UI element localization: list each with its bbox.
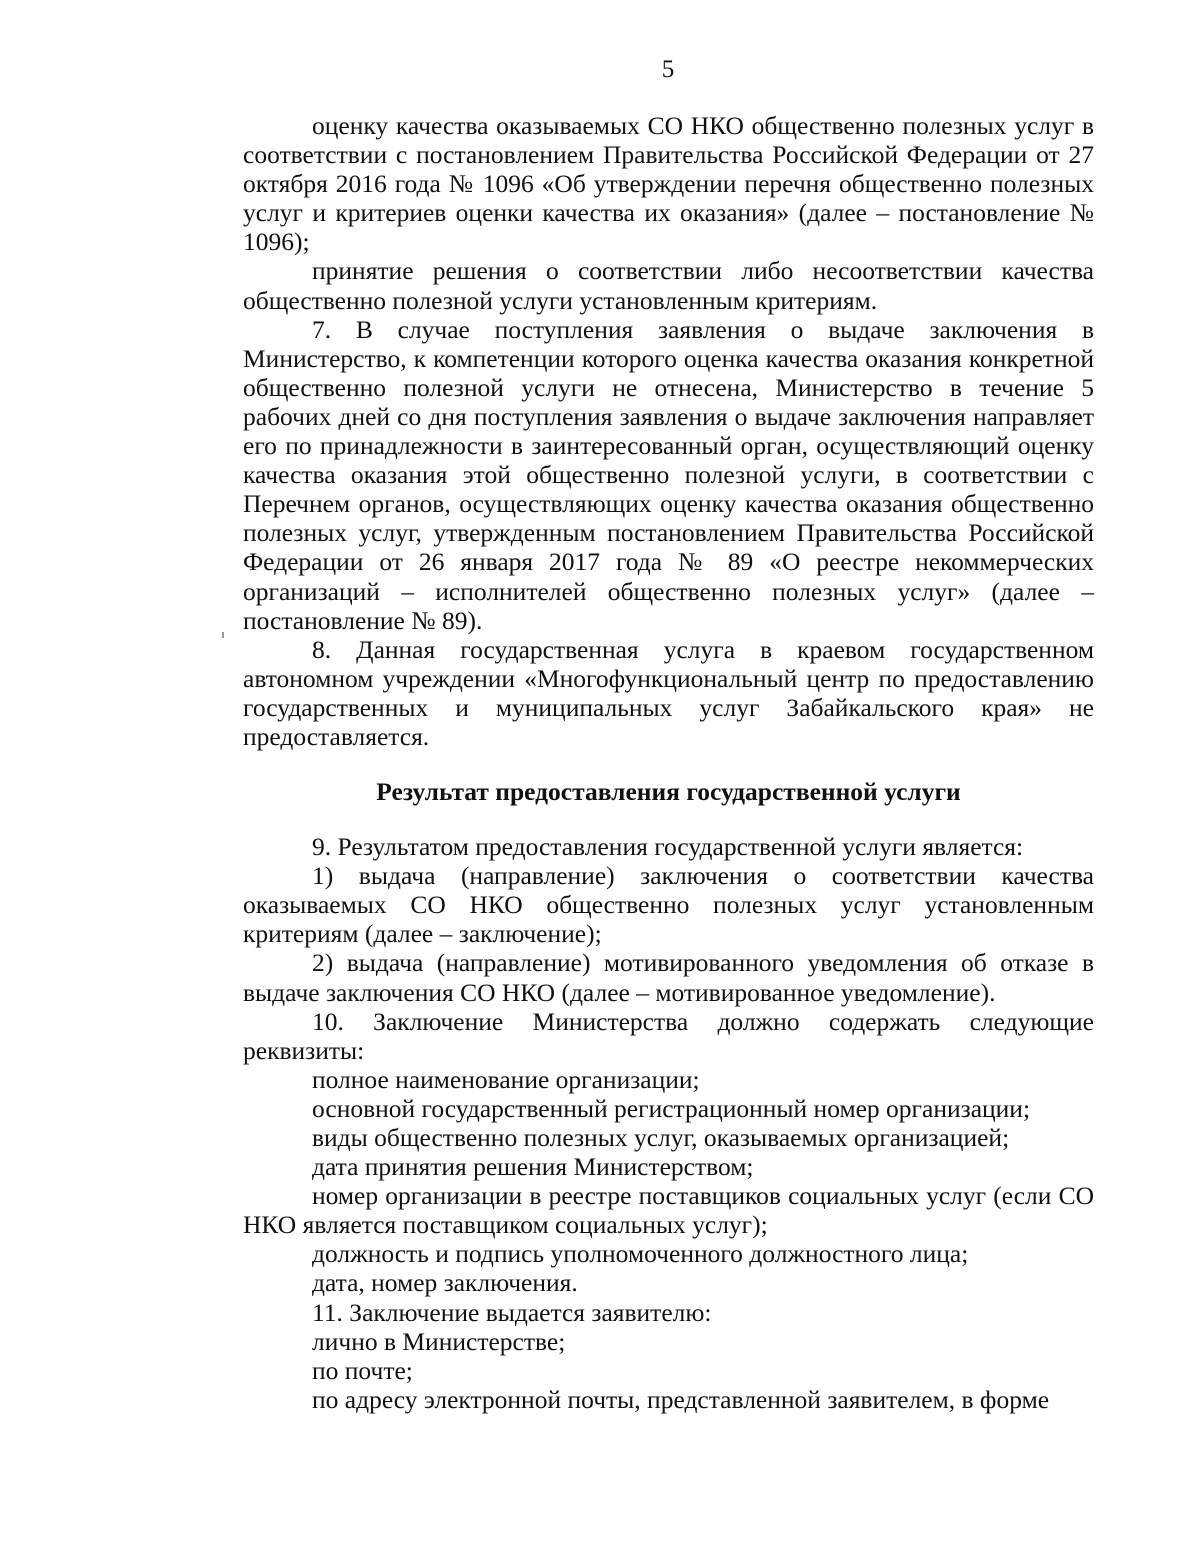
paragraph-item-9-2: 2) выдача (направление) мотивированного уведомления об отказе в выдаче заключения СО НКО (далее – мотивированное уведомление). [243, 948, 1094, 1007]
requisite-date-number: дата, номер заключения. [312, 1268, 578, 1298]
delivery-by-email: по адресу электронной почты, представленной заявителем, в форме [312, 1384, 1050, 1414]
paragraph-item-10: 10. Заключение Министерства должно содержать следующие реквизиты: [243, 1006, 1094, 1065]
paragraph-item-9-1: 1) выдача (направление) заключения о соответствии качества оказываемых СО НКО общественно полезных услуг установленным критериям (далее – заключение); [243, 861, 1094, 949]
delivery-in-person: лично в Министерстве; [312, 1326, 566, 1356]
paragraph-decision: принятие решения о соответствии либо несоответствии качества общественно полезной услуги установленным критериям. [243, 256, 1094, 315]
paragraph-item-8: 8. Данная государственная услуга в краевом государственном автономном учреждении «Многофункциональный центр по предоставлению государственных и муниципальных услуг Забайкальского края» не предоставляется. [243, 634, 1094, 751]
paragraph-item-11: 11. Заключение выдается заявителю: [312, 1297, 712, 1327]
document-body [243, 111, 1094, 1414]
paragraph-item-7: 7. В случае поступления заявления о выдаче заключения в Министерство, к компетенции которого оценка качества оказания конкретной общественно полезной услуги не отнесена, Министерство в течение 5 рабочих дней со дня поступления заявления о выдаче заключения направляет его по принадлежности в заинтересованный орган, осуществляющий оценку качества оказания этой общественно полезной услуги, в соответствии с Перечнем органов, осуществляющих оценку качества оказания общественно полезных услуг, утвержденным постановлением Правительства Российской Федерации от 26 января 2017 года № 89 «О реестре некоммерческих организаций – исполнителей общественно полезных услуг» (далее – постановление № 89). [243, 314, 1094, 635]
section-heading: Результат предоставления государственной услуги [376, 777, 961, 807]
page-number: 5 [661, 56, 675, 83]
requisite-registry-number: номер организации в реестре поставщиков социальных услуг (если СО НКО является поставщиком социальных услуг); [243, 1181, 1094, 1240]
requisite-full-name: полное наименование организации; [312, 1064, 700, 1094]
requisite-decision-date: дата принятия решения Министерством; [312, 1152, 754, 1182]
requisite-official-signature: должность и подпись уполномоченного должностного лица; [312, 1239, 969, 1269]
delivery-by-mail: по почте; [312, 1355, 413, 1385]
scan-margin-mark [222, 632, 224, 638]
requisite-ogrn: основной государственный регистрационный номер организации; [312, 1093, 1031, 1123]
paragraph-quality-assessment: оценку качества оказываемых СО НКО общественно полезных услуг в соответствии с постановлением Правительства Российской Федерации от 27 октября 2016 года № 1096 «Об утверждении перечня общественно полезных услуг и критериев оценки качества их оказания» (далее – постановление № 1096); [243, 111, 1094, 257]
requisite-service-types: виды общественно полезных услуг, оказываемых организацией; [312, 1123, 1010, 1152]
paragraph-item-9: 9. Результатом предоставления государственной услуги является: [312, 832, 1024, 862]
